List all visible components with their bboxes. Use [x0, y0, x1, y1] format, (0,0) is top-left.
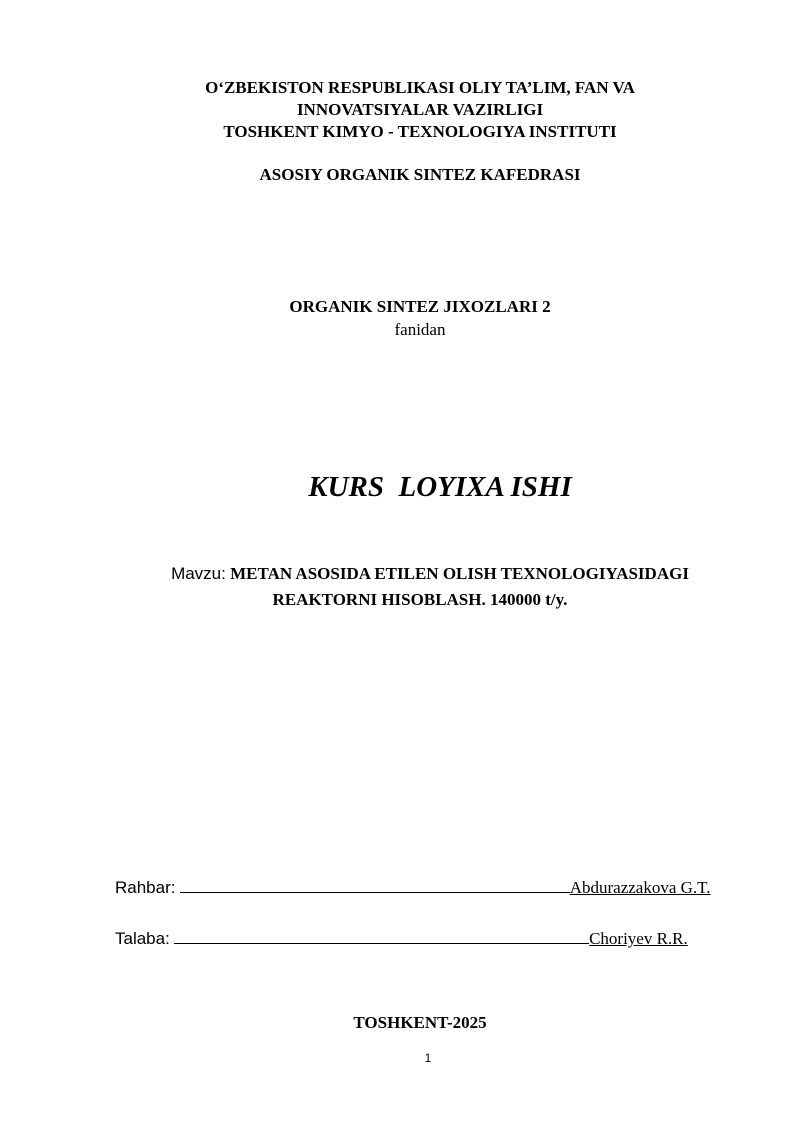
topic-label: Mavzu: — [171, 564, 226, 583]
document-type-title: KURS LOYIXA ISHI — [308, 471, 572, 503]
student-name: Choriyev R.R. — [589, 929, 688, 948]
supervisor-label: Rahbar: — [115, 878, 176, 897]
student-label: Talaba: — [115, 929, 170, 948]
ministry-title-line-1: O‘ZBEKISTON RESPUBLIKASI OLIY TA’LIM, FAN VA — [205, 78, 635, 97]
topic-text-line-2: REAKTORNI HISOBLASH. 140000 t/y. — [272, 590, 568, 609]
topic-text-line-1: METAN ASOSIDA ETILEN OLISH TEXNOLOGIYASIDAGI — [230, 564, 689, 583]
supervisor-signature-line — [180, 877, 570, 893]
department-name: ASOSIY ORGANIK SINTEZ KAFEDRASI — [259, 165, 581, 184]
topic-line-1 — [30, 564, 800, 584]
supervisor-signature-row — [115, 877, 711, 898]
supervisor-name: Abdurazzakova G.T. — [569, 878, 711, 897]
page-number: 1 — [424, 1051, 432, 1065]
institute-name: TOSHKENT KIMYO - TEXNOLOGIYA INSTITUTI — [223, 122, 617, 141]
student-signature-line — [174, 928, 589, 944]
student-signature-row — [115, 928, 688, 949]
subject-suffix: fanidan — [394, 320, 446, 339]
ministry-title-line-2: INNOVATSIYALAR VAZIRLIGI — [296, 100, 544, 119]
city-year: TOSHKENT-2025 — [353, 1013, 487, 1032]
subject-name: ORGANIK SINTEZ JIXOZLARI 2 — [289, 297, 551, 316]
